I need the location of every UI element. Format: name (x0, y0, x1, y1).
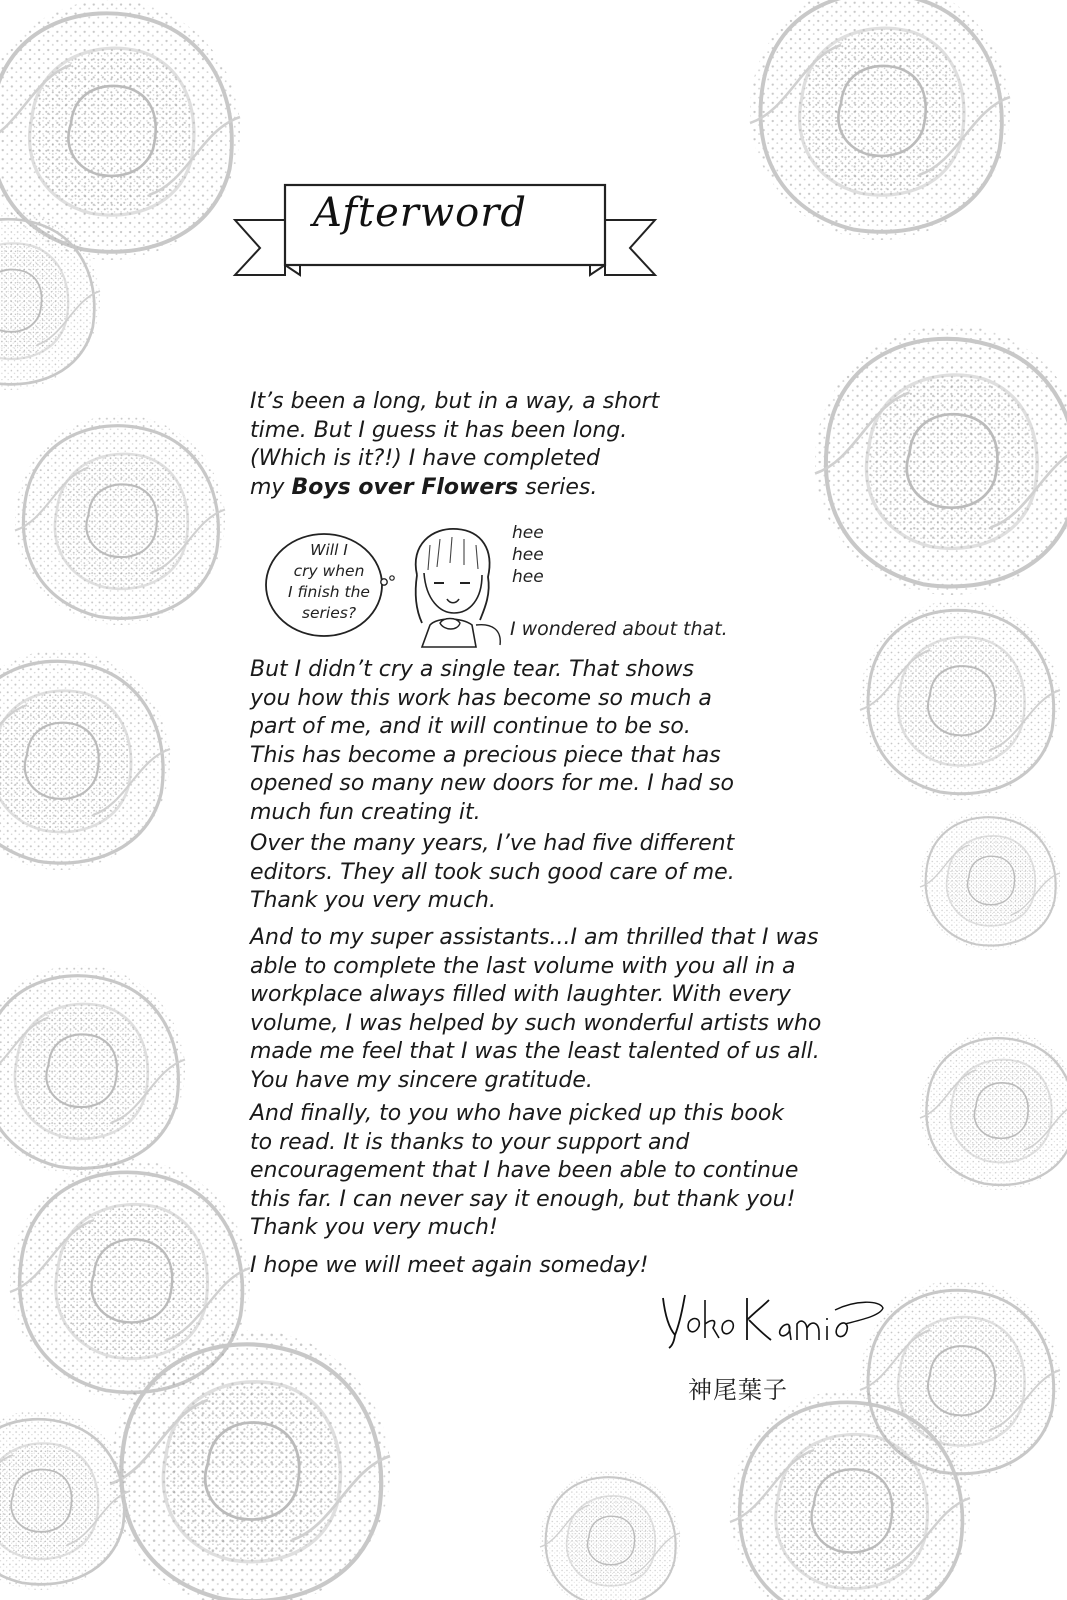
text-line: I hope we will meet again someday! (250, 1253, 649, 1278)
author-signature (655, 1290, 885, 1350)
text-line: much fun creating it. (250, 799, 481, 825)
paragraph-2 (250, 830, 735, 916)
author-chibi-illustration (392, 525, 512, 650)
text-line: time. But I guess it has been long. (250, 417, 628, 443)
text-line: workplace always filled with laughter. With every (250, 982, 791, 1007)
text-line: this far. I can never say it enough, but thank you! (250, 1186, 796, 1212)
text-line: editors. They all took such good care of me. (250, 859, 735, 885)
paragraph-5 (250, 1252, 649, 1281)
text-line: to read. It is thanks to your support and (250, 1129, 690, 1155)
series-title: Boys over Flowers (291, 474, 519, 500)
illustration-caption: I wondered about that. (510, 618, 728, 640)
paragraph-4 (250, 1100, 798, 1243)
text-line: opened so many new doors for me. I had so (250, 771, 735, 796)
text-line: my Boys over Flowers series. (250, 474, 598, 500)
text-line: encouragement that I have been able to continue (250, 1158, 799, 1183)
text-line: You have my sincere gratitude. (250, 1067, 593, 1093)
text-line: you how this work has become so much a (250, 685, 712, 711)
thought-bubble-text: Will I cry when I finish the series? (288, 541, 370, 622)
page-title: Afterword (313, 190, 527, 236)
hee-sound-effect: hee hee hee (512, 523, 544, 587)
text-line: made me feel that I was the least talented of us all. (250, 1039, 820, 1064)
text-line: part of me, and it will continue to be so. (250, 714, 691, 739)
author-name-kanji: 神尾葉子 (688, 1376, 788, 1404)
text-line: It’s been a long, but in a way, a short (250, 389, 660, 414)
text-line: Thank you very much. (250, 888, 496, 913)
text-line: And finally, to you who have picked up this book (250, 1101, 785, 1126)
text-line: (Which is it?!) I have completed (250, 446, 600, 471)
text-line: able to complete the last volume with you all in a (250, 953, 796, 979)
text-line: But I didn’t cry a single tear. That shows (250, 657, 694, 682)
text-line: Thank you very much! (250, 1215, 498, 1240)
paragraph-3 (250, 924, 821, 1095)
text-line: And to my super assistants...I am thrilled that I was (250, 925, 819, 950)
paragraph-1 (250, 656, 734, 827)
intro-text (250, 388, 659, 502)
text-line: This has become a precious piece that has (250, 742, 721, 768)
text-line: Over the many years, I’ve had five different (250, 831, 735, 856)
text-line: volume, I was helped by such wonderful artists who (250, 1010, 822, 1036)
